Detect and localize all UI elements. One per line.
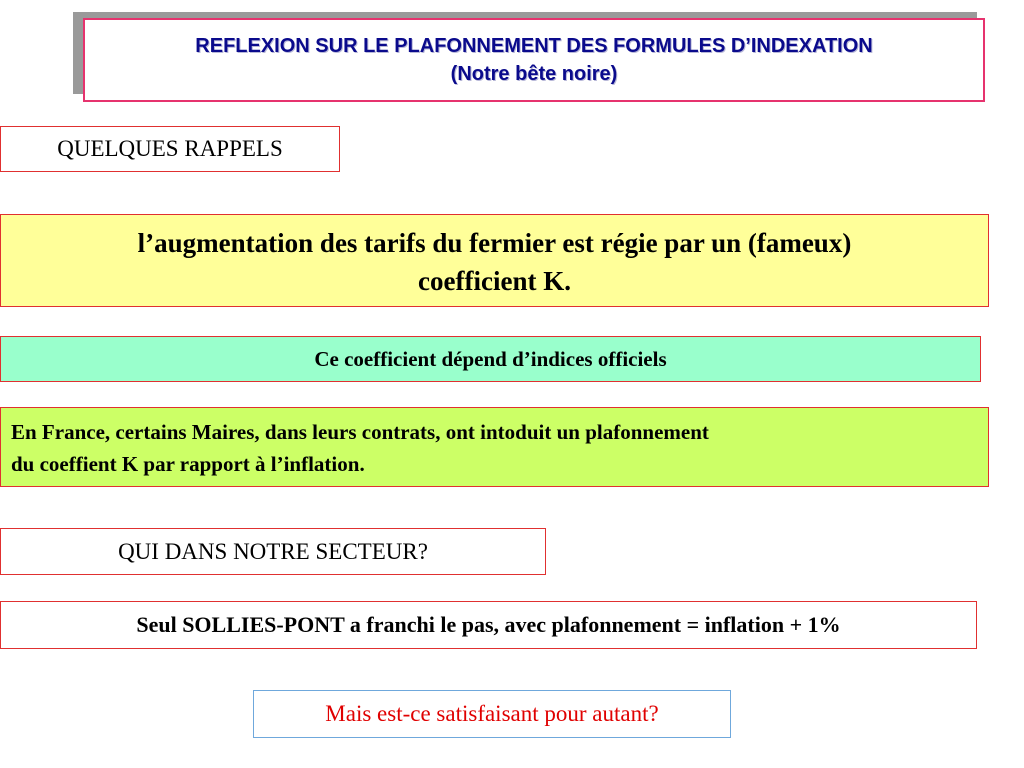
indices-box	[0, 336, 981, 382]
question-text: Mais est-ce satisfaisant pour autant?	[325, 701, 659, 726]
coefficient-line-2: coefficient K.	[418, 266, 571, 296]
france-line-2: du coeffient K par rapport à l’inflation.	[11, 452, 365, 476]
title-line-2: (Notre bête noire)	[450, 63, 618, 85]
rappels-heading	[0, 126, 340, 172]
coefficient-k-box	[0, 214, 989, 307]
secteur-text: QUI DANS NOTRE SECTEUR?	[118, 539, 428, 564]
question-box	[253, 690, 731, 738]
indices-text: Ce coefficient dépend d’indices officiels	[314, 347, 667, 371]
sollies-box	[0, 601, 977, 649]
france-line-1: En France, certains Maires, dans leurs contrats, ont intoduit un plafonnement	[11, 420, 709, 444]
rappels-text: QUELQUES RAPPELS	[57, 136, 283, 161]
france-box	[0, 407, 989, 487]
coefficient-line-1: l’augmentation des tarifs du fermier est régie par un (fameux)	[137, 228, 852, 258]
secteur-heading	[0, 528, 546, 575]
title-line-1: REFLEXION SUR LE PLAFONNEMENT DES FORMULES D’INDEXATION	[195, 35, 873, 57]
slide-title	[83, 18, 985, 102]
sollies-text: Seul SOLLIES-PONT a franchi le pas, avec plafonnement = inflation + 1%	[136, 612, 841, 637]
